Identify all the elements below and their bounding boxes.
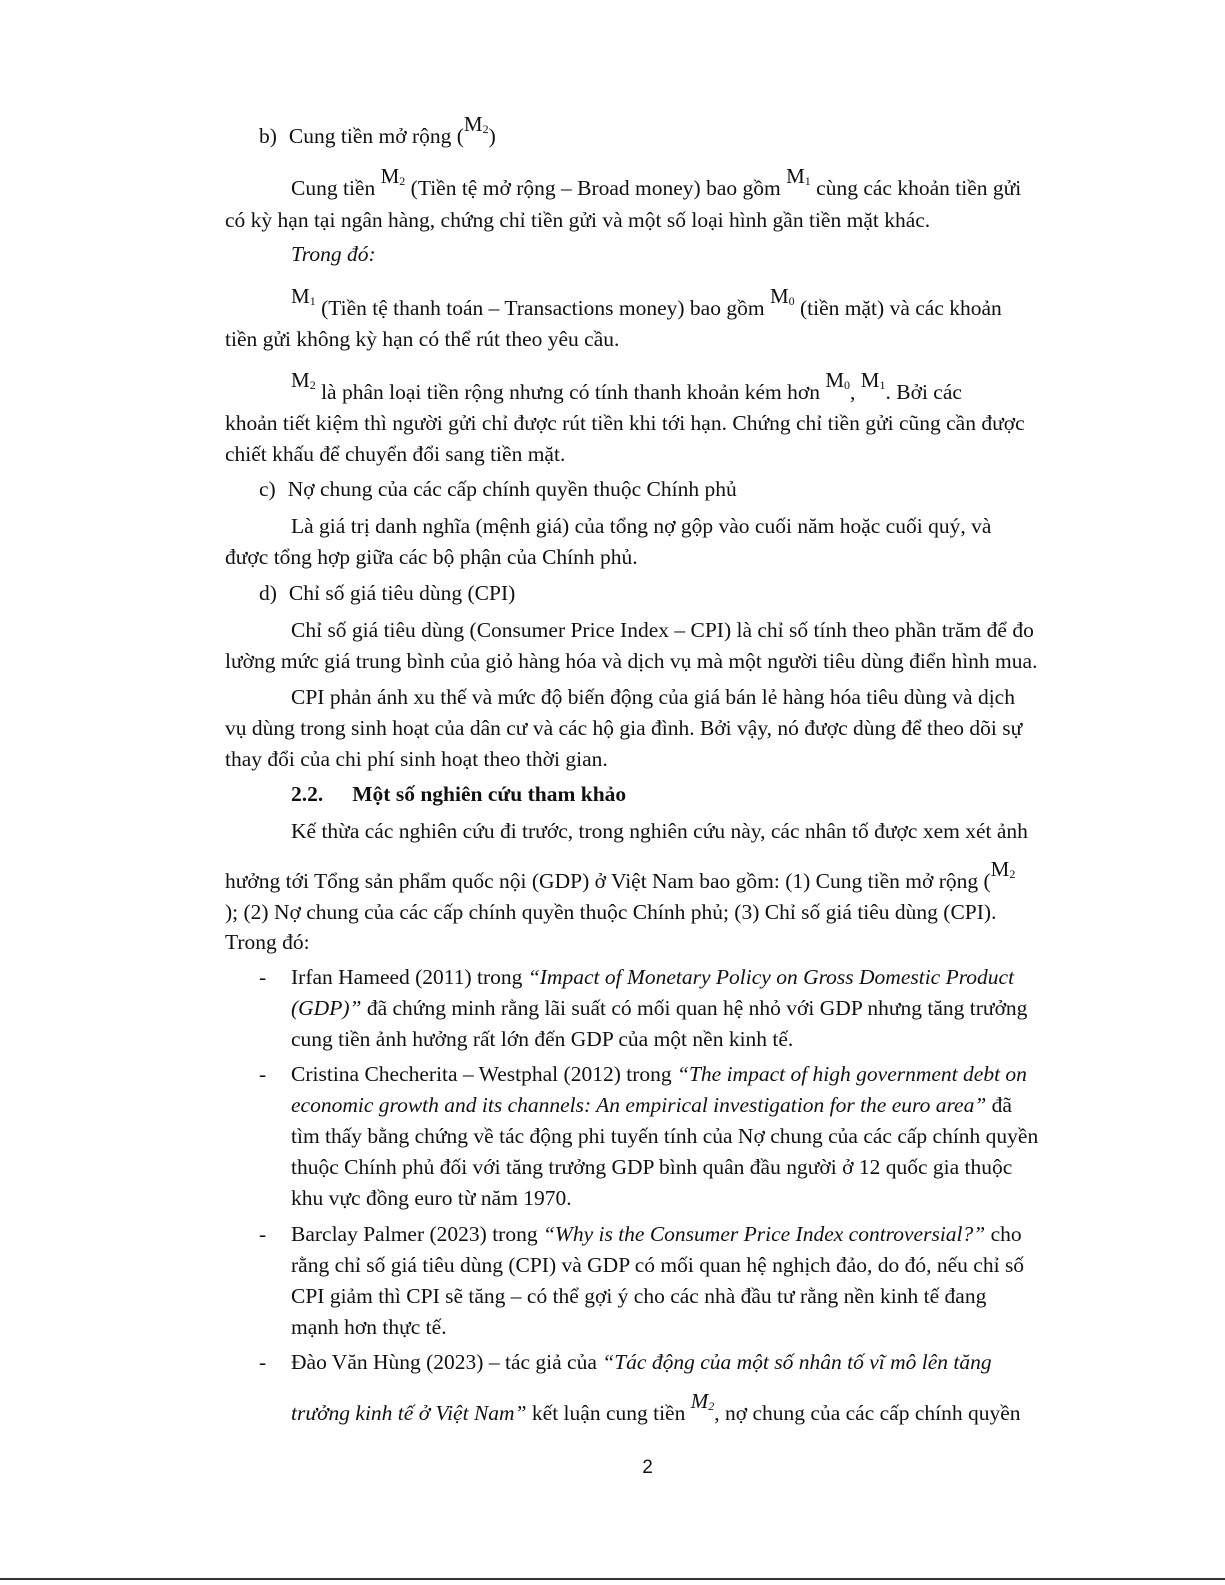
math-m2: $M_2$ xyxy=(291,368,316,392)
section-2-2-intro-line2: hưởng tới Tổng sản phẩm quốc nội (GDP) ở Việt Nam bao gồm: (1) Cung tiền mở rộng ($M_2$ xyxy=(225,857,1016,893)
section-b-p2-line1: $M_1$ (Tiền tệ thanh toán – Transactions money) bao gồm $M_0$ (tiền mặt) và các khoản xyxy=(291,284,1002,320)
section-d-p2-line3: thay đổi của chi phí sinh hoạt theo thời gian. xyxy=(225,747,608,771)
section-title: Một số nghiên cứu tham khảo xyxy=(352,782,627,806)
math-m0: $M_0$ xyxy=(769,284,795,308)
math-m2: $M_2$ xyxy=(380,164,406,188)
bullet-dash: - xyxy=(259,1350,267,1374)
math-m2: $M_2$ xyxy=(463,112,489,136)
section-c-heading: c) Nợ chung của các cấp chính quyền thuộc Chính phủ xyxy=(259,477,737,501)
bullet-dash: - xyxy=(259,1062,267,1086)
section-b-heading: b) Cung tiền mở rộng $(M_2)$ xyxy=(259,112,496,148)
section-b-p3-line2: khoản tiết kiệm thì người gửi chỉ được rút tiền khi tới hạn. Chứng chỉ tiền gửi cũng cần được xyxy=(225,411,1025,435)
section-b-p2-line2: tiền gửi không kỳ hạn có thể rút theo yêu cầu. xyxy=(225,327,620,351)
trong-do-label: Trong đó: xyxy=(291,242,376,266)
section-b-p1-line1: Cung tiền $M_2$ (Tiền tệ mở rộng – Broad money) bao gồm $M_1$ cùng các khoản tiền gửi xyxy=(291,164,1022,200)
section-b-p3-line3: chiết khấu để chuyển đổi sang tiền mặt. xyxy=(225,442,566,466)
section-number: 2.2. xyxy=(291,782,324,806)
section-2-2-intro-line4: Trong đó: xyxy=(225,930,310,954)
document-page: b) Cung tiền mở rộng $(M_2)$ Cung tiền $M_2$ (Tiền tệ mở rộng – Broad money) bao gồm $M_1$ cùng các khoản tiền gửi có kỳ hạn tại ngân hàng, chứng chỉ tiền gửi và một số loại hình gần tiền mặt khác. Trong đó: $M_1$ (Tiền tệ thanh toán – Transactions money) bao gồm $M_0$ (tiền mặt) và các khoản tiền gửi không kỳ hạn có thể rút theo yêu cầu. $M_2$ là phân loại tiền rộng nhưng có tính thanh khoản kém hơn $M_0$, $M_1$. Bởi các khoản tiết kiệm thì người gửi chỉ được rút tiền khi tới hạn. Chứng chỉ tiền gửi cũng cần được chiết khấu để chuyển đổi sang tiền mặt. c) Nợ chung của các cấp chính quyền thuộc Chính phủ Là giá trị danh nghĩa (mệnh giá) của tổng nợ gộp vào cuối năm hoặc cuối quý, và được tổng hợp giữa các bộ phận của Chính phủ. d) Chỉ số giá tiêu dùng (CPI) Chỉ số giá tiêu dùng (Consumer Price Index – CPI) là chỉ số tính theo phần trăm để đo lường mức giá trung bình của giỏ hàng hóa và dịch vụ mà một người tiêu dùng điển hình mua. CPI phản ánh xu thế và mức độ biến động của giá bán lẻ hàng hóa tiêu dùng và dịch vụ dùng trong sinh hoạt của dân cư và các hộ gia đình. Bởi vậy, nó được dùng để theo dõi sự thay đổi của chi phí sinh hoạt theo thời gian. 2.2. Một số nghiên cứu tham khảo Kế thừa các nghiên cứu đi trước, trong nghiên cứu này, các nhân tố được xem xét ảnh hưởng tới Tổng sản phẩm quốc nội (GDP) ở Việt Nam bao gồm: (1) Cung tiền mở rộng ($M_2$ ); (2) Nợ chung của các cấp chính quyền thuộc Chính phủ; (3) Chỉ số giá tiêu dùng (CPI). Trong đó: - Irfan Hameed (2011) trong “Impact of Monetary Policy on Gross Domestic Product (GDP)” đã chứng minh rằng lãi suất có mối quan hệ nhỏ với GDP nhưng tăng trưởng cung tiền ảnh hưởng rất lớn đến GDP của một nền kinh tế. - Cristina Checherita – Westphal (2012) trong “The impact of high government debt on economic growth and its channels: An empirical investigation for the euro area” đã tìm thấy bằng chứng về tác động phi tuyến tính của Nợ chung của các cấp chính quyền thuộc Chính phủ đối với tăng trưởng GDP bình quân đầu người ở 12 quốc gia thuộc khu vực đồng euro từ năm 1970. - Barclay Palmer (2023) trong “Why is the Consumer Price Index controversial?” cho rằng chỉ số giá tiêu dùng (CPI) và GDP có mối quan hệ nghịch đảo, do đó, nếu chỉ số CPI giảm thì CPI sẽ tăng – có thể gợi ý cho các nhà đầu tư rằng nền kinh tế đang mạnh hơn thực tế. - Đào Văn Hùng (2023) – tác giả của “Tác động của một số nhân tố vĩ mô lên tăng trưởng kinh tế ở Việt Nam” kết luận cung tiền $M_2$, nợ chung của các cấp chính quyền 2 xyxy=(225,0,1070,1585)
page-bottom-edge xyxy=(0,1578,1225,1580)
section-d-p1-line1: Chỉ số giá tiêu dùng (Consumer Price Index – CPI) là chỉ số tính theo phần trăm để đo xyxy=(291,618,1034,642)
section-2-2-intro-line3: ); (2) Nợ chung của các cấp chính quyền thuộc Chính phủ; (3) Chỉ số giá tiêu dùng (CPI). xyxy=(225,900,997,924)
section-d-p1-line2: lường mức giá trung bình của giỏ hàng hóa và dịch vụ mà một người tiêu dùng điển hình mua. xyxy=(225,649,1038,673)
section-d-label: d) xyxy=(259,581,277,605)
math-m2-italic: $M_2$ xyxy=(690,1389,715,1413)
math-m1: $M_1$ xyxy=(291,284,316,308)
section-b-p3-line1: $M_2$ là phân loại tiền rộng nhưng có tính thanh khoản kém hơn $M_0$, $M_1$. Bởi các xyxy=(291,368,962,404)
section-d-heading: d) Chỉ số giá tiêu dùng (CPI) xyxy=(259,581,516,605)
bullet-dash: - xyxy=(259,965,267,989)
math-m1: $M_1$ xyxy=(786,164,811,188)
section-c-line2: được tổng hợp giữa các bộ phận của Chính phủ. xyxy=(225,545,638,569)
section-2-2-intro-line1: Kế thừa các nghiên cứu đi trước, trong nghiên cứu này, các nhân tố được xem xét ảnh xyxy=(291,819,1028,843)
section-b-label: b) xyxy=(259,124,277,148)
section-d-p2-line1: CPI phản ánh xu thế và mức độ biến động của giá bán lẻ hàng hóa tiêu dùng và dịch xyxy=(291,685,1015,709)
section-2-2-heading xyxy=(291,779,627,810)
math-m2: $M_2$ xyxy=(990,857,1016,881)
page-number: 2 xyxy=(642,1457,653,1478)
section-b-p1-line2: có kỳ hạn tại ngân hàng, chứng chỉ tiền gửi và một số loại hình gần tiền mặt khác. xyxy=(225,208,931,232)
math-m0: $M_0$ xyxy=(825,368,851,392)
math-m1: $M_1$ xyxy=(860,368,886,392)
section-c-line1: Là giá trị danh nghĩa (mệnh giá) của tổng nợ gộp vào cuối năm hoặc cuối quý, và xyxy=(291,514,992,538)
bullet-dash: - xyxy=(259,1222,267,1246)
section-c-label: c) xyxy=(259,477,276,501)
section-d-p2-line2: vụ dùng trong sinh hoạt của dân cư và các hộ gia đình. Bởi vậy, nó được dùng để theo dõi sự xyxy=(225,716,1023,740)
